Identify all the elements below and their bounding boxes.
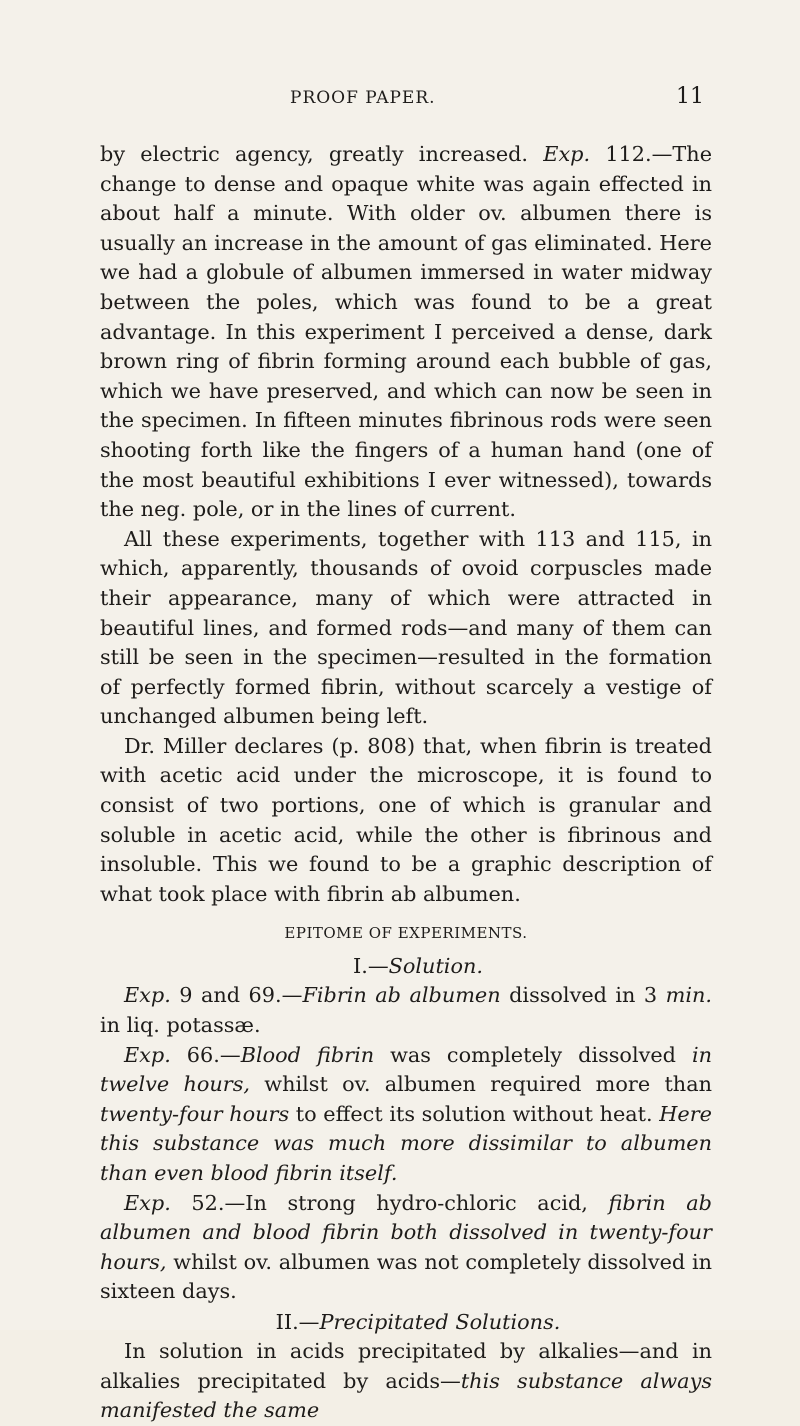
entry-exp-9 xyxy=(100,981,712,1040)
running-head xyxy=(100,84,704,118)
running-title: PROOF PAPER. xyxy=(290,88,436,108)
section-title: Solution. xyxy=(388,954,483,979)
text-run: 9 and 69.— xyxy=(170,983,303,1008)
text-run: in liq. potassæ. xyxy=(100,1013,261,1038)
section-heading-precipitated xyxy=(100,1307,712,1337)
text-run: dissolved in 3 xyxy=(500,983,666,1008)
text-run: 112.—The change to dense and opaque white was again effected in about half a minute. With older ov. albumen there is usually an increase in the amount of gas eliminated. Here we had a globule of albumen immersed in water midway between the poles, which was found to be a great advantage. In this experiment I perceived a dense, dark brown ring of fibrin forming around each bubble of gas, which we have preserved, and which can now be seen in the specimen. In fifteen minutes fibrinous rods were seen shooting forth like the fingers of a human hand (one of the most beautiful exhibitions I ever witnessed), towards the neg. pole, or in the lines of current. xyxy=(100,142,712,522)
text-run: 52.—In strong hydro-chloric acid, xyxy=(170,1190,609,1215)
text-run: was completely dissolved xyxy=(374,1042,692,1067)
section-heading-solution xyxy=(100,951,712,981)
text-run-italic: Blood fibrin xyxy=(240,1042,375,1067)
paragraph-miller: Dr. Miller declares (p. 808) that, when fibrin is treated with acetic acid under the microscope, it is found to consist of two portions, one of which is granular and soluble in acetic acid, while the other is fibrinous and insoluble. This we found to be a graphic description of what took place with fibrin ab albumen. xyxy=(100,733,712,906)
text-run-italic: twenty-four hours xyxy=(100,1101,290,1126)
paragraph-experiments: All these experiments, together with 113 and 115, in which, apparently, thousands of ovoid corpuscles made their appearance, many of which were attracted in beautiful lines, and formed rods—and many of them can still be seen in the specimen—resulted in the formation of perfectly formed fibrin, without scarcely a vestige of unchanged albumen being left. xyxy=(100,526,712,729)
text-run: to effect its solution without heat. xyxy=(289,1101,660,1126)
paragraph-continuation xyxy=(100,140,712,525)
body-text xyxy=(100,140,712,1426)
exp-label: Exp. xyxy=(124,1190,171,1215)
text-run-italic: min. xyxy=(665,983,712,1008)
epitome-heading: EPITOME OF EXPERIMENTS. xyxy=(284,924,528,943)
exp-label: Exp. xyxy=(124,983,171,1008)
text-run-italic: Here this substance was much more dissimilar to albumen than even blood fibrin itself. xyxy=(100,1101,712,1185)
text-run-italic: Fibrin ab albumen xyxy=(302,983,501,1008)
text-run-italic: this substance always manifested the same xyxy=(100,1368,712,1423)
text-run: whilst ov. albumen was not completely dissolved in sixteen days. xyxy=(100,1249,712,1304)
section-title: Precipitated Solutions. xyxy=(319,1309,561,1334)
text-run-italic: in twelve hours, xyxy=(100,1042,712,1097)
text-run-italic: fibrin ab albumen and blood fibrin both dissolved in twenty-four hours, xyxy=(100,1190,712,1274)
text-run: In solution in acids precipitated by alkalies—and in alkalies precipitated by acids— xyxy=(100,1338,712,1393)
entry-exp-66 xyxy=(100,1041,712,1189)
text-run: whilst ov. albumen required more than xyxy=(250,1072,712,1097)
text-run: 66.— xyxy=(170,1042,241,1067)
exp-label: Exp. xyxy=(543,142,591,166)
entry-precipitated xyxy=(100,1337,712,1426)
section-numeral: I.— xyxy=(353,954,389,979)
entry-exp-52 xyxy=(100,1189,712,1307)
page-number: 11 xyxy=(676,84,704,109)
exp-label: Exp. xyxy=(124,1042,171,1067)
text-run: by electric agency, greatly increased. xyxy=(100,142,544,166)
section-numeral: II.— xyxy=(275,1309,320,1334)
